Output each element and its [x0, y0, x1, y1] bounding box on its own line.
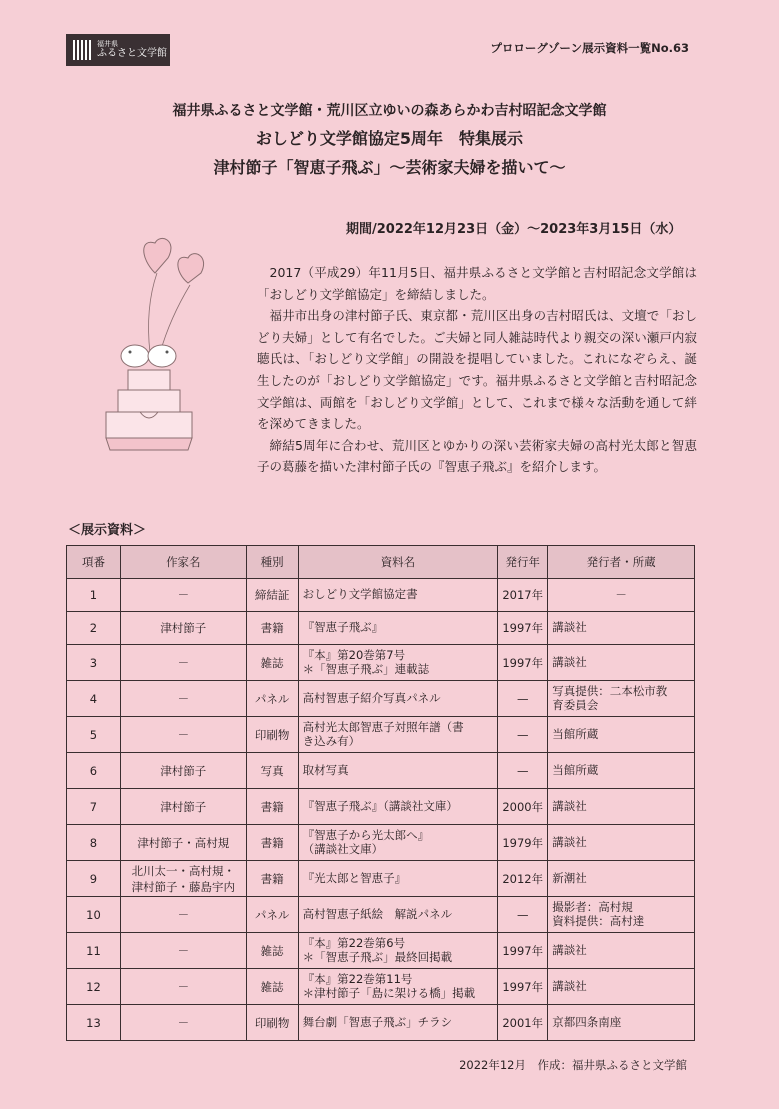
item-author-cell: [120, 579, 246, 612]
item-number: 2: [89, 621, 98, 635]
item-year-cell: [498, 969, 548, 1005]
item-number: 1: [89, 588, 98, 602]
item-publisher: 京都四条南座: [552, 1014, 622, 1029]
item-publisher: 新潮社: [552, 870, 587, 885]
item-type-cell: [246, 612, 298, 645]
item-title: 高村智恵子紙絵 解説パネル: [302, 906, 453, 921]
item-publisher: 講談社: [552, 978, 587, 993]
item-publisher: 講談社: [552, 654, 587, 669]
item-author-cell: [120, 897, 246, 933]
item-year: —: [517, 691, 529, 706]
item-publisher-cell: [548, 612, 695, 645]
item-year-cell: [498, 717, 548, 753]
item-title-cell: [298, 861, 498, 897]
item-publisher-cell: [548, 645, 695, 681]
item-number-cell: [67, 645, 121, 681]
item-author: 北川太一・高村規・: [131, 863, 236, 878]
item-title-cell: [298, 645, 498, 681]
item-year: 2017年: [502, 588, 544, 602]
item-title-cell: [298, 753, 498, 789]
item-author: －: [177, 588, 190, 602]
item-publisher-cell: [548, 861, 695, 897]
item-publisher-cell: [548, 897, 695, 933]
item-publisher-cell: [548, 753, 695, 789]
item-year: 2000年: [502, 799, 544, 814]
table-header-row: [67, 546, 695, 579]
item-author: －: [177, 691, 190, 706]
item-number: 12: [86, 979, 101, 994]
item-author: －: [177, 907, 190, 922]
item-title: 『智恵子飛ぶ』: [302, 620, 384, 635]
item-type-cell: [246, 1005, 298, 1041]
item-title: 『本』第20巻第7号: [302, 648, 406, 663]
item-type: 印刷物: [254, 1015, 290, 1030]
item-author-cell: [120, 933, 246, 969]
item-type-cell: [246, 681, 298, 717]
cake-icon: [106, 370, 192, 450]
item-type: 写真: [260, 763, 284, 778]
item-publisher-line-2: 資料提供：高村達: [552, 913, 645, 928]
item-publisher-cell: [548, 825, 695, 861]
item-number: 9: [89, 871, 98, 886]
item-type: 書籍: [260, 871, 284, 886]
item-number-cell: [67, 969, 121, 1005]
item-author-cell: [120, 861, 246, 897]
item-publisher: 講談社: [552, 798, 587, 813]
item-title-line-2: （講談社文庫）: [302, 841, 384, 856]
item-number-cell: [67, 579, 121, 612]
heart-balloon-1-icon: [144, 238, 171, 273]
item-number: 5: [89, 727, 98, 742]
item-author: 津村節子: [160, 799, 207, 814]
item-author: －: [177, 943, 190, 958]
item-author: －: [177, 655, 190, 670]
item-author-cell: [120, 681, 246, 717]
item-type-cell: [246, 789, 298, 825]
section-title: ＜展示資料＞: [68, 523, 147, 538]
item-type: 雑誌: [260, 943, 284, 958]
item-type-cell: [246, 717, 298, 753]
item-number: 6: [89, 763, 98, 778]
title-line-2: おしどり文学館協定5周年 特集展示: [255, 129, 524, 148]
item-number: 8: [89, 835, 98, 850]
title-line-3: 津村節子「智恵子飛ぶ」～芸術家夫婦を描いて～: [213, 158, 566, 177]
item-number-cell: [67, 1005, 121, 1041]
document-number: プロローグゾーン展示資料一覧No.63: [490, 41, 689, 55]
header-number: 項番: [67, 546, 121, 579]
table-row: [67, 1005, 695, 1041]
item-publisher-cell: [548, 1005, 695, 1041]
table-row: [67, 681, 695, 717]
table-row: [67, 612, 695, 645]
item-type-cell: [246, 969, 298, 1005]
item-publisher: 講談社: [552, 620, 587, 635]
item-year: —: [517, 763, 529, 778]
item-year: 1997年: [502, 655, 544, 670]
heart-balloon-2-icon: [178, 254, 204, 283]
logo-name: ふるさと文学館: [97, 48, 167, 60]
item-type: 書籍: [260, 799, 284, 814]
item-type: 印刷物: [254, 727, 290, 742]
item-type: 雑誌: [260, 655, 284, 670]
exhibition-period: 期間/2022年12月23日（金）～2023年3月15日（水）: [346, 222, 682, 237]
wedding-cake-birds-illustration: [100, 228, 210, 468]
item-author-cell: [120, 825, 246, 861]
item-title-cell: [298, 1005, 498, 1041]
item-title-cell: [298, 789, 498, 825]
table-row: [67, 825, 695, 861]
item-title: 『智恵子飛ぶ』（講談社文庫）: [302, 798, 458, 813]
item-number: 11: [86, 943, 101, 958]
header-publisher: 発行者・所蔵: [548, 546, 695, 579]
item-number-cell: [67, 861, 121, 897]
item-year-cell: [498, 1005, 548, 1041]
item-year-cell: [498, 681, 548, 717]
item-number-cell: [67, 681, 121, 717]
item-number-cell: [67, 753, 121, 789]
item-number-cell: [67, 825, 121, 861]
item-publisher-cell: [548, 789, 695, 825]
item-publisher-cell: [548, 579, 695, 612]
item-type: 雑誌: [260, 979, 284, 994]
item-type-cell: [246, 645, 298, 681]
item-year-cell: [498, 789, 548, 825]
item-author-cell: [120, 789, 246, 825]
item-type: 書籍: [260, 835, 284, 850]
table-row: [67, 753, 695, 789]
item-year: 1997年: [502, 943, 544, 958]
item-title: 『本』第22巻第11号: [302, 972, 413, 987]
item-year: 1997年: [502, 979, 544, 994]
item-title: おしどり文学館協定書: [302, 587, 418, 602]
item-year: 2001年: [502, 1015, 544, 1030]
table-row: [67, 717, 695, 753]
item-number: 13: [86, 1015, 101, 1030]
header-type: 種別: [246, 546, 298, 579]
item-publisher: 当館所蔵: [552, 726, 599, 741]
item-number-cell: [67, 612, 121, 645]
item-type-cell: [246, 933, 298, 969]
item-author-cell: [120, 753, 246, 789]
item-title-cell: [298, 825, 498, 861]
intro-paragraph-2: 福井市出身の津村節子氏、東京都・荒川区出身の吉村昭氏は、文壇で「おしどり夫婦」として有名でした。ご夫婦と同人雑誌時代より親交の深い瀬戸内寂聴氏は、「おしどり文学館」の開設を提唱していました。これになぞらえ、誕生したのが「おしどり文学館協定」です。福井県ふるさと文学館と吉村昭記念文学館は、両館を「おしどり文学館」として、これまで様々な活動を通して絆を深めてきました。: [257, 308, 697, 432]
item-year-cell: [498, 933, 548, 969]
item-title-cell: [298, 612, 498, 645]
item-title-cell: [298, 897, 498, 933]
item-year: —: [517, 907, 529, 922]
table-row: [67, 579, 695, 612]
item-number-cell: [67, 717, 121, 753]
footer-credit: 2022年12月 作成：福井県ふるさと文学館: [459, 1058, 687, 1072]
item-title: 『光太郎と智恵子』: [302, 870, 407, 885]
item-title-line-2: ＊津村節子「島に架ける橋」掲載: [302, 985, 476, 1000]
item-publisher: 当館所蔵: [552, 762, 599, 777]
title-block: [0, 100, 779, 178]
header-title: 資料名: [298, 546, 498, 579]
item-year-cell: [498, 753, 548, 789]
table-row: [67, 861, 695, 897]
item-type-cell: [246, 579, 298, 612]
item-publisher-cell: [548, 969, 695, 1005]
item-type: 書籍: [260, 621, 284, 635]
item-type-cell: [246, 825, 298, 861]
item-publisher: －: [615, 588, 627, 602]
item-type: パネル: [254, 691, 290, 706]
introduction-text: [257, 262, 697, 478]
item-author-cell: [120, 969, 246, 1005]
item-year: 1997年: [502, 621, 544, 635]
item-year-cell: [498, 825, 548, 861]
item-title-cell: [298, 969, 498, 1005]
item-author-cell: [120, 717, 246, 753]
item-year: 2012年: [502, 871, 544, 886]
item-author: －: [177, 727, 190, 742]
item-title: 高村智恵子紹介写真パネル: [302, 690, 441, 705]
item-author: 津村節子: [160, 763, 207, 778]
item-year-cell: [498, 897, 548, 933]
item-title-cell: [298, 933, 498, 969]
item-title: 『智恵子から光太郎へ』: [302, 828, 430, 843]
intro-paragraph-3: 締結5周年に合わせ、荒川区とゆかりの深い芸術家夫婦の高村光太郎と智恵子の葛藤を描いた津村節子氏の『智恵子飛ぶ』を紹介します。: [257, 437, 697, 475]
item-number-cell: [67, 789, 121, 825]
item-author-cell: [120, 1005, 246, 1041]
header-year: 発行年: [498, 546, 548, 579]
item-author-cell: [120, 612, 246, 645]
item-type: 締結証: [254, 588, 290, 602]
item-type: パネル: [254, 907, 290, 922]
item-publisher-line-2: 育委員会: [552, 697, 599, 712]
item-title-line-2: き込み有）: [302, 733, 361, 748]
item-publisher-cell: [548, 681, 695, 717]
table-row: [67, 933, 695, 969]
item-title-cell: [298, 717, 498, 753]
table-row: [67, 645, 695, 681]
bird-couple-icon: [121, 345, 176, 367]
exhibit-table: [66, 545, 695, 1041]
logo-prefecture: 福井県: [97, 39, 118, 48]
logo-mark-icon: [73, 40, 91, 60]
item-title-line-2: ＊「智恵子飛ぶ」連載誌: [302, 661, 430, 676]
item-year: 1979年: [502, 835, 544, 850]
item-publisher: 写真提供：二本松市教: [552, 684, 668, 699]
item-number: 3: [89, 655, 98, 670]
item-title: 『本』第22巻第6号: [302, 936, 406, 951]
item-number: 7: [89, 799, 98, 814]
item-type-cell: [246, 897, 298, 933]
item-publisher: 撮影者：高村規: [552, 900, 633, 915]
item-publisher-cell: [548, 717, 695, 753]
item-title-cell: [298, 579, 498, 612]
table-row: [67, 789, 695, 825]
museum-logo: [66, 34, 170, 66]
item-title: 取材写真: [302, 762, 349, 777]
item-year-cell: [498, 612, 548, 645]
item-author-line-2: 津村節子・藤島宇内: [131, 879, 236, 894]
header-author: 作家名: [120, 546, 246, 579]
item-title-cell: [298, 681, 498, 717]
item-author: －: [177, 1015, 190, 1030]
item-type-cell: [246, 753, 298, 789]
item-author: 津村節子: [160, 621, 207, 635]
item-author-cell: [120, 645, 246, 681]
item-year: —: [517, 727, 529, 742]
item-title-line-2: ＊「智恵子飛ぶ」最終回掲載: [302, 949, 453, 964]
item-author: －: [177, 979, 190, 994]
item-number: 4: [89, 691, 98, 706]
item-publisher-cell: [548, 933, 695, 969]
item-number: 10: [86, 907, 101, 922]
item-author: 津村節子・高村規: [137, 835, 230, 850]
item-publisher: 講談社: [552, 834, 587, 849]
item-title: 高村光太郎智恵子対照年譜（書: [302, 720, 464, 735]
item-type-cell: [246, 861, 298, 897]
intro-paragraph-1: 2017（平成29）年11月5日、福井県ふるさと文学館と吉村昭記念文学館は「おしどり文学館協定」を締結しました。: [257, 265, 697, 302]
item-title: 舞台劇「智恵子飛ぶ」チラシ: [302, 1014, 453, 1029]
item-number-cell: [67, 933, 121, 969]
title-line-1: 福井県ふるさと文学館・荒川区立ゆいの森あらかわ吉村昭記念文学館: [172, 103, 607, 119]
item-year-cell: [498, 645, 548, 681]
item-number-cell: [67, 897, 121, 933]
item-year-cell: [498, 861, 548, 897]
item-publisher: 講談社: [552, 942, 587, 957]
table-row: [67, 969, 695, 1005]
item-year-cell: [498, 579, 548, 612]
table-row: [67, 897, 695, 933]
